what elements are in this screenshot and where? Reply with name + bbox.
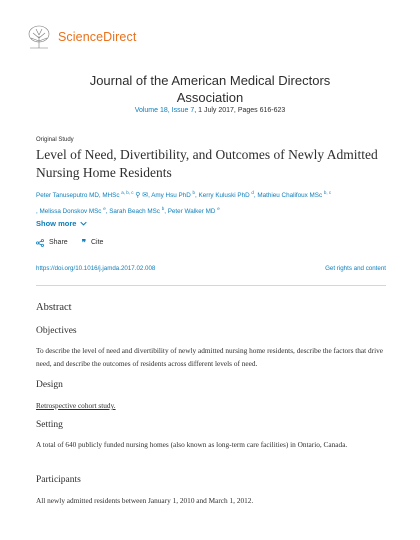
show-more-button[interactable] (36, 219, 87, 228)
author-link[interactable]: Melissa Donskov MSc $^e$ (39, 206, 106, 216)
doi-link[interactable]: https://doi.org/10.1016/j.jamda.2017.02.008 (36, 265, 156, 272)
section-text-setting: A total of 640 publicly funded nursing homes (also known as long-term care facilities) in Ontario, Canada. (36, 440, 348, 449)
cite-label: Cite (91, 239, 104, 246)
divider (36, 285, 386, 286)
brand-name[interactable]: ScienceDirect (58, 30, 137, 44)
elsevier-tree-icon[interactable] (26, 24, 52, 50)
author-list: Peter Tanuseputro MD, MHSc $^{a, b, c}$ ⚲ ✉, Amy Hsu PhD $^b$, Kerry Kuluski PhD $^d$, Mathieu Chalifoux MSc $^{b, c}$ , Melissa Donskov MSc $^e$, Sarah Beach MSc $^b$, Peter Walker MD $^e$ (36, 190, 332, 216)
section-text-participants: All newly admitted residents between January 1, 2010 and March 1, 2012. (36, 496, 254, 505)
issue-date-pages: , 1 July 2017, Pages 616-623 (194, 107, 286, 114)
section-text-design[interactable]: Retrospective cohort study. (36, 401, 116, 410)
share-button[interactable] (36, 239, 68, 247)
section-heading-objectives: Objectives (36, 326, 77, 336)
journal-title[interactable]: Journal of the American Medical Directors Association (89, 73, 331, 105)
volume-link[interactable]: Volume 18, Issue 7 (134, 107, 195, 114)
doi-row (36, 265, 386, 272)
show-more-label: Show more (36, 219, 77, 228)
article-type: Original Study (36, 137, 74, 143)
section-heading-setting: Setting (36, 420, 63, 430)
section-text-objectives: To describe the level of need and divertibility of newly admitted nursing home residents, describe the factors that drive need, and describe the outcomes of residents across different levels of need. (36, 346, 383, 368)
section-heading-participants: Participants (36, 475, 81, 485)
author-link[interactable]: Kerry Kuluski PhD $^d$ (198, 190, 254, 200)
site-header (26, 22, 136, 52)
share-icon (36, 239, 44, 247)
person-icon[interactable]: ⚲ (135, 192, 141, 200)
issue-line (40, 107, 380, 114)
author-link[interactable]: Amy Hsu PhD $^b$ (151, 190, 196, 200)
author-link[interactable]: Peter Walker MD $^e$ (167, 206, 220, 216)
article-title: Level of Need, Divertibility, and Outcomes of Newly Admitted Nursing Home Residents (36, 147, 378, 180)
share-label: Share (49, 239, 68, 246)
author-link[interactable]: Sarah Beach MSc $^b$ (109, 206, 165, 216)
email-icon[interactable]: ✉ (142, 192, 149, 200)
author-link[interactable]: Peter Tanuseputro MD, MHSc $^{a, b, c}$ (36, 190, 134, 200)
chevron-down-icon (80, 220, 87, 227)
cite-button[interactable] (82, 238, 104, 247)
abstract-heading: Abstract (36, 302, 72, 313)
article-actions (36, 238, 103, 247)
rights-link[interactable]: Get rights and content (325, 265, 386, 272)
section-heading-design: Design (36, 380, 63, 390)
author-link[interactable]: Mathieu Chalifoux MSc $^{b, c}$ (257, 190, 332, 200)
quote-icon: ❞ (81, 238, 86, 247)
